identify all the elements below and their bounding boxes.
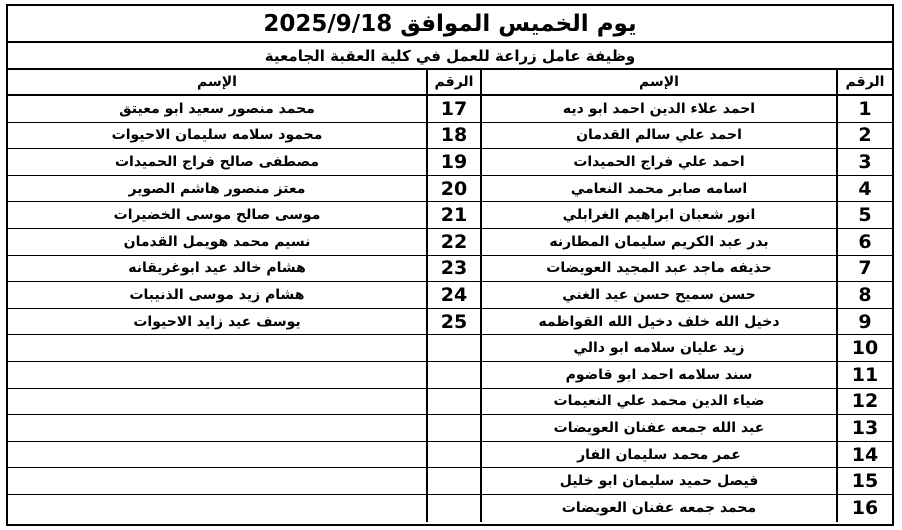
row-name-right: بدر عبد الكريم سليمان المطارنه	[480, 229, 836, 255]
header-number-right: الرقم	[836, 70, 892, 94]
table-row	[8, 309, 892, 336]
row-name-left: نسيم محمد هويمل القدمان	[123, 233, 311, 250]
table-row	[8, 282, 892, 309]
row-number-right: 6	[836, 229, 892, 255]
table-row	[8, 468, 892, 495]
row-number-left: 25	[426, 309, 480, 335]
table-row	[8, 442, 892, 469]
row-number-left	[426, 415, 480, 441]
row-name-left	[8, 415, 426, 441]
row-number-left: 24	[426, 282, 480, 308]
row-name-right: فيصل حميد سليمان ابو خليل	[480, 468, 836, 494]
row-name-right: احمد علي فراج الحميدات	[480, 149, 836, 175]
row-number-right: 13	[836, 415, 892, 441]
row-name-right: عبد الله جمعه عفنان العويضات	[480, 415, 836, 441]
row-name-left	[8, 468, 426, 494]
row-name-right: زيد عليان سلامه ابو دالي	[480, 335, 836, 361]
row-name-left	[8, 495, 426, 522]
row-number-right: 16	[836, 495, 892, 522]
table-body	[8, 96, 892, 522]
table-row	[8, 495, 892, 522]
document-sheet	[6, 4, 894, 526]
row-name-right: سند سلامه احمد ابو قاضوم	[480, 362, 836, 388]
row-number-left	[426, 335, 480, 361]
row-name-right: احمد علاء الدين احمد ابو ديه	[480, 96, 836, 122]
table-row	[8, 335, 892, 362]
header-number-left: الرقم	[426, 70, 480, 94]
row-number-left: 19	[426, 149, 480, 175]
row-number-right: 10	[836, 335, 892, 361]
row-name-left: يوسف عيد زايد الاحيوات	[133, 313, 301, 330]
row-number-left: 18	[426, 123, 480, 149]
row-name-right: احمد علي سالم القدمان	[480, 123, 836, 149]
row-name-left: هشام زيد موسى الذنيبات	[129, 286, 305, 303]
table-row	[8, 389, 892, 416]
table-row	[8, 149, 892, 176]
row-number-right: 15	[836, 468, 892, 494]
row-number-right: 14	[836, 442, 892, 468]
row-number-left: 20	[426, 176, 480, 202]
row-number-right: 12	[836, 389, 892, 415]
row-number-right: 7	[836, 256, 892, 282]
row-number-left	[426, 468, 480, 494]
row-number-left	[426, 442, 480, 468]
table-row	[8, 415, 892, 442]
row-name-right: ضياء الدين محمد علي النعيمات	[480, 389, 836, 415]
table-row	[8, 256, 892, 283]
row-number-left: 23	[426, 256, 480, 282]
row-name-left: مصطفى صالح فراج الحميدات	[114, 153, 320, 170]
row-name-right: حذيفه ماجد عبد المجيد العويضات	[480, 256, 836, 282]
row-name-right: حسن سميح حسن عيد الغني	[480, 282, 836, 308]
row-name-left: محمود سلامه سليمان الاحيوات	[111, 127, 323, 144]
table-row	[8, 96, 892, 123]
table-row	[8, 229, 892, 256]
table-row	[8, 123, 892, 150]
table-row	[8, 362, 892, 389]
row-number-left	[426, 362, 480, 388]
row-name-left	[8, 389, 426, 415]
row-name-right: اسامه صابر محمد النعامي	[480, 176, 836, 202]
row-number-left	[426, 495, 480, 522]
row-number-left: 21	[426, 202, 480, 228]
row-name-left: موسى صالح موسى الخضيرات	[113, 207, 321, 224]
row-number-right: 4	[836, 176, 892, 202]
row-name-left	[8, 335, 426, 361]
header-name-right: الإسم	[480, 70, 836, 94]
table-row	[8, 202, 892, 229]
row-name-right: دخيل الله خلف دخيل الله القواظمه	[480, 309, 836, 335]
row-number-left	[426, 389, 480, 415]
row-number-right: 2	[836, 123, 892, 149]
row-number-left: 22	[426, 229, 480, 255]
row-number-right: 1	[836, 96, 892, 122]
page-subtitle: وظيفة عامل زراعة للعمل في كلية العقبة الجامعية	[8, 43, 892, 70]
row-number-left: 17	[426, 96, 480, 122]
row-name-left	[8, 362, 426, 388]
row-name-left: محمد منصور سعيد ابو معيتق	[119, 100, 315, 117]
row-number-right: 5	[836, 202, 892, 228]
row-name-left	[8, 442, 426, 468]
row-name-left: هشام خالد عيد ابوغريقانه	[128, 260, 306, 277]
row-number-right: 3	[836, 149, 892, 175]
row-name-right: محمد جمعه عفنان العويضات	[480, 495, 836, 522]
row-name-right: انور شعبان ابراهيم الغرابلي	[480, 202, 836, 228]
row-number-right: 9	[836, 309, 892, 335]
table-row	[8, 176, 892, 203]
row-name-right: عمر محمد سليمان الفار	[480, 442, 836, 468]
row-number-right: 8	[836, 282, 892, 308]
page-title: يوم الخميس الموافق 2025/9/18	[8, 6, 892, 43]
table-header	[8, 70, 892, 96]
header-name-left: الإسم	[197, 74, 237, 90]
row-number-right: 11	[836, 362, 892, 388]
row-name-left: معتز منصور هاشم الصوير	[128, 180, 306, 197]
